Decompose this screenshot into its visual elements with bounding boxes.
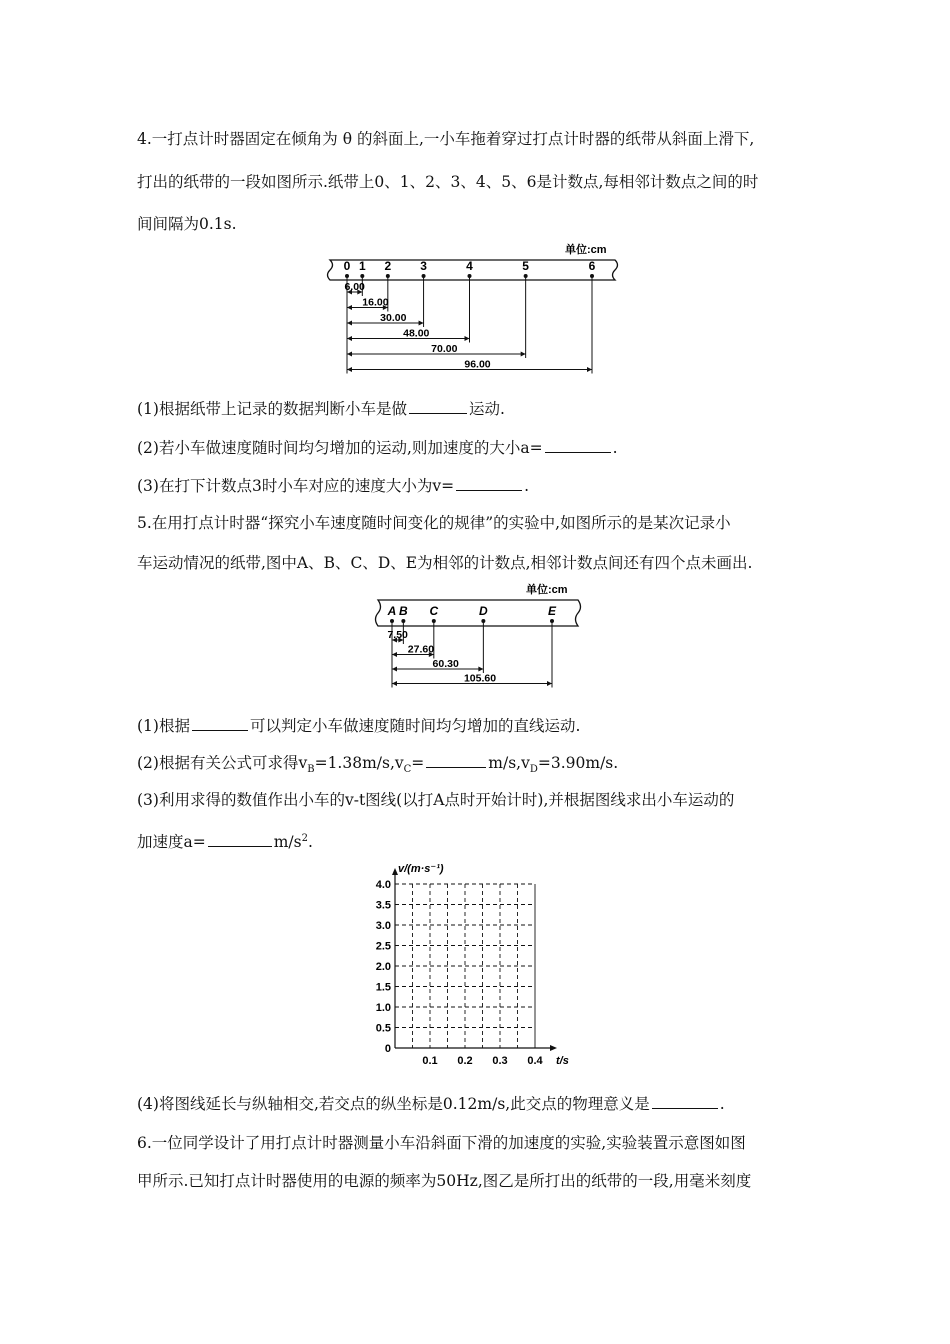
- q4-unit-label: 单位:cm: [565, 244, 607, 256]
- q4-sub3-tail: .: [524, 477, 530, 495]
- vt-y-tick-label: 1.5: [375, 981, 391, 994]
- q4-sub1-tail: 运动.: [468, 400, 505, 418]
- q5-vc-subscript: C: [403, 764, 412, 776]
- vt-y-tick-label: 1.0: [375, 1002, 391, 1014]
- q4-sub1: [137, 397, 505, 420]
- q5-arrow-left: [392, 652, 397, 657]
- q5-sub4-text: (4)将图线延长与纵轴相交,若交点的纵坐标是0.12m/s,此交点的物理意义是: [137, 1095, 650, 1113]
- q4-point-label: 3: [420, 259, 427, 273]
- q5-unit-label: 单位:cm: [526, 584, 568, 596]
- q4-sub2: [137, 436, 618, 459]
- q5-dimension-label: 60.30: [432, 658, 459, 670]
- q4-text-line-3: 间间隔为0.1s.: [137, 215, 237, 233]
- q6-text-line-2: 甲所示.已知打点计时器使用的电源的频率为50Hz,图乙是所打出的纸带的一段,用毫米刻度: [137, 1172, 752, 1190]
- q5-sub2-text: (2)根据有关公式可求得v: [137, 754, 308, 772]
- q4-sub1-text: (1)根据纸带上记录的数据判断小车是做: [137, 400, 407, 418]
- vt-x-tick-label: 0.3: [492, 1055, 508, 1067]
- q4-point-label: 2: [384, 259, 392, 273]
- q4-dimension-label: 48.00: [403, 327, 430, 340]
- q4-text-line-2: 打出的纸带的一段如图所示.纸带上0、1、2、3、4、5、6是计数点,每相邻计数点之间的时: [137, 173, 759, 191]
- vt-y-tick-label: 3.0: [375, 920, 391, 932]
- q5-arrow-right: [547, 681, 552, 686]
- q5-sub3-text: 加速度a=: [137, 833, 206, 852]
- vt-chart-xlabel: t/s: [556, 1055, 569, 1067]
- q5-blank-3[interactable]: [208, 830, 272, 847]
- vt-chart-ylabel: v/(m·s⁻¹): [398, 863, 444, 875]
- vt-x-axis-arrow: [550, 1045, 557, 1051]
- q4-dimension-label: 96.00: [464, 358, 491, 371]
- q5-point-label: A: [387, 604, 397, 618]
- q5-sub3-unit-exponent: 2: [301, 833, 308, 844]
- q5-sub3-unit: m/s: [273, 833, 302, 852]
- q5-vc-unit: m/s,v: [488, 754, 530, 772]
- vt-x-tick-label: 0.2: [457, 1055, 473, 1067]
- q4-blank-1[interactable]: [409, 397, 467, 414]
- q4-text-line-1: 4.一打点计时器固定在倾角为 θ 的斜面上,一小车拖着穿过打点计时器的纸带从斜面上滑下,: [137, 130, 755, 148]
- q5-dimension-label: 7.50: [387, 629, 408, 641]
- q5-dimension-label: 105.60: [463, 672, 497, 685]
- vt-y-tick-label: 2.0: [375, 961, 391, 973]
- q4-tape-figure: [320, 240, 630, 375]
- q4-point-label: 0: [343, 259, 351, 273]
- vt-x-tick-label: 0.1: [422, 1055, 438, 1067]
- q4-sub3-text: (3)在打下计数点3时小车对应的速度大小为v=: [137, 477, 455, 495]
- q4-arrow-left: [347, 321, 352, 326]
- q5-arrow-left: [392, 681, 397, 686]
- q5-vb-value: =1.38m/s,v: [314, 754, 404, 772]
- q4-point-label: 1: [358, 259, 366, 273]
- q5-vd-value: =3.90m/s.: [537, 754, 619, 772]
- q5-sub1: [137, 714, 580, 737]
- vt-y-tick-label: 2.5: [375, 940, 391, 953]
- q5-sub3-line-2: [137, 828, 313, 853]
- q4-arrow-left: [347, 305, 352, 310]
- q5-arrow-left: [392, 667, 397, 672]
- q5-sub3-line-1: (3)利用求得的数值作出小车的v-t图线(以打A点时开始计时),并根据图线求出小车运动的: [137, 791, 735, 809]
- q5-point-label: C: [429, 604, 439, 618]
- vt-y-tick-label: 0: [384, 1043, 391, 1055]
- q5-sub1-text: (1)根据: [137, 717, 190, 735]
- q5-sub1-tail: 可以判定小车做速度随时间均匀增加的直线运动.: [249, 717, 581, 735]
- q5-vc-eq: =: [411, 754, 425, 772]
- q4-arrow-left: [347, 367, 352, 372]
- q4-blank-2[interactable]: [545, 436, 611, 453]
- q4-sub2-text: (2)若小车做速度随时间均匀增加的运动,则加速度的大小a=: [137, 439, 543, 457]
- q5-point-label: E: [547, 604, 557, 618]
- q5-tape-figure: [368, 580, 598, 690]
- q5-sub3-tail: .: [307, 833, 313, 852]
- q4-sub3: [137, 474, 529, 497]
- q4-point-label: 5: [522, 259, 529, 273]
- q5-vd-subscript: D: [529, 764, 538, 776]
- q5-point-label: D: [479, 604, 488, 618]
- q5-blank-4[interactable]: [652, 1092, 718, 1109]
- vt-chart: [360, 858, 590, 1078]
- vt-y-tick-label: 0.5: [375, 1022, 391, 1035]
- q4-point-label: 6: [588, 259, 596, 273]
- q4-blank-3[interactable]: [456, 474, 522, 491]
- q5-sub2: [137, 751, 618, 781]
- q5-blank-2[interactable]: [426, 751, 486, 768]
- q4-dimension-label: 30.00: [380, 312, 407, 324]
- q4-arrow-right: [587, 367, 592, 372]
- q4-dimension-label: 70.00: [431, 343, 458, 355]
- q5-sub4-tail: .: [719, 1095, 725, 1113]
- q5-text-line-1: 5.在用打点计时器“探究小车速度随时间变化的规律”的实验中,如图所示的是某次记录小: [137, 514, 731, 532]
- q6-text-line-1: 6.一位同学设计了用打点计时器测量小车沿斜面下滑的加速度的实验,实验装置示意图如图: [137, 1134, 746, 1152]
- q4-dimension-label: 6.00: [344, 281, 365, 293]
- q5-point-label: B: [399, 604, 408, 618]
- q4-arrow-left: [347, 352, 352, 357]
- vt-y-tick-label: 3.5: [375, 899, 391, 912]
- q4-point-label: 4: [466, 259, 473, 273]
- vt-x-tick-label: 0.4: [527, 1055, 543, 1067]
- q5-blank-1[interactable]: [192, 714, 248, 731]
- q5-vb-subscript: B: [307, 764, 315, 776]
- q4-arrow-right: [419, 321, 424, 326]
- q4-arrow-right: [521, 352, 526, 357]
- q5-sub4: [137, 1092, 725, 1115]
- q5-arrow-right: [478, 667, 483, 672]
- q4-arrow-left: [347, 336, 352, 341]
- q4-dimension-label: 16.00: [362, 296, 389, 309]
- q5-text-line-2: 车运动情况的纸带,图中A、B、C、D、E为相邻的计数点,相邻计数点间还有四个点未画出.: [137, 554, 753, 572]
- q4-sub2-tail: .: [612, 439, 618, 457]
- q5-dimension-label: 27.60: [407, 643, 435, 656]
- vt-y-tick-label: 4.0: [375, 879, 391, 891]
- q4-arrow-right: [465, 336, 470, 341]
